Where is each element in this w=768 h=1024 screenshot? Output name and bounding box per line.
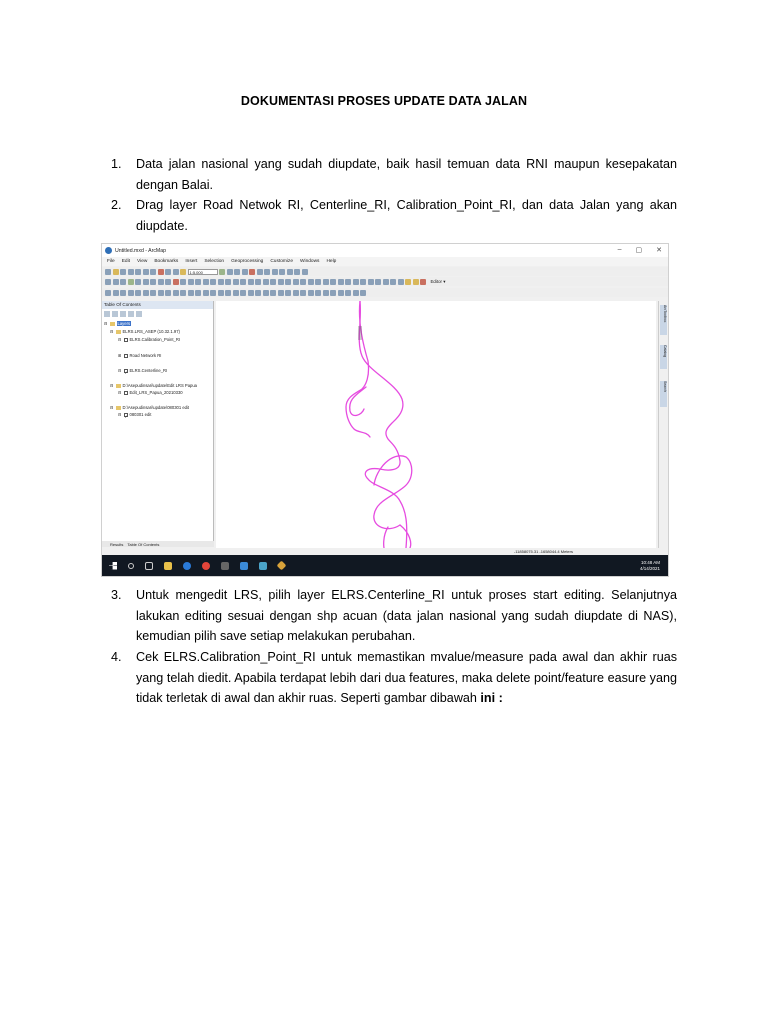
tool-icon[interactable] xyxy=(233,279,239,285)
tool-icon[interactable] xyxy=(248,279,254,285)
tool-icon[interactable] xyxy=(248,290,254,296)
list-by-drawing-order-icon[interactable] xyxy=(104,311,110,317)
tool-icon[interactable] xyxy=(188,290,194,296)
menu-bar xyxy=(102,257,668,266)
toc-layers-root[interactable] xyxy=(104,321,131,326)
window-controls xyxy=(618,246,662,254)
terminal-icon[interactable] xyxy=(221,562,229,570)
windows-start-icon[interactable] xyxy=(109,562,117,570)
maximize-button[interactable]: ▢ xyxy=(635,247,643,254)
menu-edit[interactable]: Edit xyxy=(121,259,131,264)
status-bar xyxy=(102,548,668,555)
python-icon[interactable] xyxy=(257,269,263,275)
toc-row-edit-lrs-papua[interactable] xyxy=(118,390,183,395)
toc-row-folder-080301[interactable] xyxy=(110,405,189,410)
collapse-icon[interactable]: ⊟ xyxy=(110,329,114,334)
zoom-out-icon[interactable] xyxy=(113,279,119,285)
tool-icon[interactable] xyxy=(315,279,321,285)
tool-icon[interactable] xyxy=(390,279,396,285)
full-extent-icon[interactable] xyxy=(128,279,134,285)
add-data-icon[interactable] xyxy=(180,269,186,275)
collapse-icon[interactable]: ⊟ xyxy=(118,390,122,395)
tool-icon[interactable] xyxy=(285,279,291,285)
copy-icon[interactable] xyxy=(143,269,149,275)
toc-row-label: Edit_LRS_Papua_20210330 xyxy=(129,390,183,395)
tool-icon[interactable] xyxy=(120,290,126,296)
toc-row-calibration-point[interactable] xyxy=(118,337,180,342)
toc-icon[interactable] xyxy=(227,269,233,275)
list-by-source-icon[interactable] xyxy=(112,311,118,317)
collapse-icon[interactable]: ⊞ xyxy=(118,353,122,358)
edge-icon[interactable] xyxy=(183,562,191,570)
minimize-button[interactable]: – xyxy=(617,246,622,253)
delete-icon[interactable] xyxy=(158,269,164,275)
window-title: Untitled.mxd - ArcMap xyxy=(115,247,167,254)
select-icon[interactable] xyxy=(158,279,164,285)
catalog-tab[interactable]: Catalog xyxy=(660,345,667,369)
arcmap-screenshot xyxy=(101,243,669,577)
layers-folder-icon xyxy=(110,322,115,326)
tool-icon[interactable] xyxy=(263,279,269,285)
road-line xyxy=(346,301,370,437)
tool-icon[interactable] xyxy=(413,279,419,285)
print-icon[interactable] xyxy=(128,269,134,275)
menu-view[interactable]: View xyxy=(137,259,148,264)
tool-icon[interactable] xyxy=(240,279,246,285)
list-item xyxy=(111,154,677,196)
menu-file[interactable]: File xyxy=(107,259,115,264)
tool-icon[interactable] xyxy=(225,290,231,296)
tool-icon[interactable] xyxy=(293,279,299,285)
toc-row-label: ELRS.Calibration_Point_RI xyxy=(129,337,181,342)
open-icon[interactable] xyxy=(113,269,119,275)
tool-icon[interactable] xyxy=(300,290,306,296)
search-icon[interactable] xyxy=(242,269,248,275)
windows-taskbar xyxy=(102,555,668,576)
tool-icon[interactable] xyxy=(375,279,381,285)
tool-icon[interactable] xyxy=(165,290,171,296)
tool-icon[interactable] xyxy=(113,290,119,296)
road-map xyxy=(216,301,656,548)
tool-icon[interactable] xyxy=(150,290,156,296)
toc-row-label: D:\Asepudinsari\update\Edit LRS Papua xyxy=(122,383,198,388)
search-tab[interactable]: Search xyxy=(660,381,667,407)
visibility-checkbox[interactable]: ✓ xyxy=(124,369,129,375)
tool-icon[interactable] xyxy=(255,279,261,285)
tool-icon[interactable] xyxy=(353,279,359,285)
map-canvas[interactable] xyxy=(216,301,656,548)
tool-icon[interactable] xyxy=(315,290,321,296)
tool-icon[interactable] xyxy=(210,290,216,296)
forward-icon[interactable] xyxy=(150,279,156,285)
list-text: Drag layer Road Netwok RI, Centerline_RI, Calibration_Point_RI, dan data Jalan yang akan diupdate. xyxy=(136,198,677,233)
tab-table-of-contents[interactable]: Table Of Contents xyxy=(127,541,160,547)
toc-row-centerline[interactable] xyxy=(118,368,167,373)
list-text: Data jalan nasional yang sudah diupdate, baik hasil temuan data RNI maupun kesepakatan dengan Balai. xyxy=(136,157,677,192)
list-by-selection-icon[interactable] xyxy=(128,311,134,317)
tool-icon[interactable] xyxy=(255,290,261,296)
tool-icon[interactable] xyxy=(285,290,291,296)
coordinate-readout: -11858075.31 -1658044.4 Meters xyxy=(513,549,573,554)
tool-icon[interactable] xyxy=(345,290,351,296)
toc-row-label: 080301 edit xyxy=(129,412,152,417)
collapse-icon[interactable]: ⊟ xyxy=(118,337,122,342)
tool-icon[interactable] xyxy=(338,290,344,296)
tool-icon[interactable] xyxy=(294,269,300,275)
visibility-checkbox[interactable]: ✓ xyxy=(124,413,129,419)
pan-icon[interactable] xyxy=(120,279,126,285)
table-of-contents xyxy=(102,301,214,541)
tool-icon[interactable] xyxy=(353,290,359,296)
tool-icon[interactable] xyxy=(128,290,134,296)
list-item xyxy=(111,647,677,731)
tool-icon[interactable] xyxy=(218,290,224,296)
tool-icon[interactable] xyxy=(263,290,269,296)
menu-bookmarks[interactable]: Bookmarks xyxy=(154,259,179,264)
undo-icon[interactable] xyxy=(165,269,171,275)
tool-icon[interactable] xyxy=(233,290,239,296)
layers-label: Layers xyxy=(117,321,131,326)
app-icon[interactable] xyxy=(277,561,287,571)
pointer-icon[interactable] xyxy=(165,279,171,285)
menu-insert[interactable]: Insert xyxy=(185,259,198,264)
tool-icon[interactable] xyxy=(210,279,216,285)
toc-toolbar xyxy=(102,309,213,318)
tool-icon[interactable] xyxy=(338,279,344,285)
close-button[interactable]: ✕ xyxy=(656,247,662,254)
arcmap-icon xyxy=(105,247,112,254)
list-by-visibility-icon[interactable] xyxy=(120,311,126,317)
save-icon[interactable] xyxy=(120,269,126,275)
search-icon[interactable] xyxy=(128,563,134,569)
menu-selection[interactable]: Selection xyxy=(204,259,225,264)
toc-row-label: D:\Asepudinsari\update\080301 edit xyxy=(122,405,190,410)
tool-icon[interactable] xyxy=(270,290,276,296)
side-dock xyxy=(658,301,668,548)
tool-icon[interactable] xyxy=(360,279,366,285)
toc-row-road-network[interactable] xyxy=(118,353,161,358)
task-view-icon[interactable] xyxy=(145,562,153,570)
arcmap-taskbar-icon[interactable] xyxy=(240,562,248,570)
fixed-zoom-icon[interactable] xyxy=(135,279,141,285)
identify-icon[interactable] xyxy=(173,279,179,285)
tab-results[interactable]: Results xyxy=(110,541,124,547)
paste-icon[interactable] xyxy=(150,269,156,275)
tool-icon[interactable] xyxy=(420,279,426,285)
collapse-icon[interactable]: ⊟ xyxy=(118,368,122,373)
tool-icon[interactable] xyxy=(368,279,374,285)
tool-icon[interactable] xyxy=(330,290,336,296)
menu-geoprocessing[interactable]: Geoprocessing xyxy=(231,259,264,264)
tool-icon[interactable] xyxy=(180,290,186,296)
tool-icon[interactable] xyxy=(195,290,201,296)
cut-icon[interactable] xyxy=(135,269,141,275)
tray-date: 4/14/2021 xyxy=(639,565,660,571)
measure-icon[interactable] xyxy=(188,279,194,285)
toc-row-folder-edit-lrs[interactable] xyxy=(110,383,197,388)
folder-icon xyxy=(116,406,121,410)
folder-icon xyxy=(116,384,121,388)
tool-icon[interactable] xyxy=(105,290,111,296)
menu-help[interactable]: Help xyxy=(326,259,337,264)
tool-icon[interactable] xyxy=(287,269,293,275)
modelbuilder-icon[interactable] xyxy=(264,269,270,275)
list-item xyxy=(111,585,677,648)
drawing-toolbar xyxy=(102,288,668,297)
tool-icon[interactable] xyxy=(302,269,308,275)
tool-icon[interactable] xyxy=(308,279,314,285)
list-text-tail: ini : xyxy=(480,691,503,705)
editor-toolbar-icon[interactable] xyxy=(219,269,225,275)
back-icon[interactable] xyxy=(143,279,149,285)
list-number: 2. xyxy=(111,198,122,212)
tool-icon[interactable] xyxy=(279,269,285,275)
tool-icon[interactable] xyxy=(240,290,246,296)
find-icon[interactable] xyxy=(180,279,186,285)
tool-icon[interactable] xyxy=(323,279,329,285)
scale-select[interactable]: 1:5.000 xyxy=(188,269,218,275)
toc-row-label: Road Network RI xyxy=(129,353,162,358)
hyperlink-icon[interactable] xyxy=(195,279,201,285)
file-explorer-icon[interactable] xyxy=(164,562,172,570)
collapse-icon[interactable]: ⊟ xyxy=(110,405,114,410)
tool-icon[interactable] xyxy=(398,279,404,285)
list-text-body: Cek ELRS.Calibration_Point_RI untuk memastikan mvalue/measure pada awal dan akhir ruas yang telah diedit. Apabila terdapat lebih dari dua features, maka delete point/feature easure yang tidak terletak di awal dan akhir ruas. Seperti gambar dibawah xyxy=(136,650,677,705)
calibration-points xyxy=(358,327,362,339)
tool-icon[interactable] xyxy=(278,290,284,296)
zoom-in-icon[interactable] xyxy=(105,279,111,285)
toc-row-080301-edit[interactable] xyxy=(118,412,151,417)
visibility-checkbox[interactable] xyxy=(124,354,128,358)
tool-icon[interactable] xyxy=(203,279,209,285)
tray-time: 10:48 AM xyxy=(640,560,660,565)
tool-icon[interactable] xyxy=(360,290,366,296)
toc-row-lrs-asep[interactable] xyxy=(110,329,180,334)
visibility-checkbox[interactable] xyxy=(124,338,128,342)
tool-icon[interactable] xyxy=(308,290,314,296)
list-number: 3. xyxy=(111,588,122,602)
road-line xyxy=(359,301,406,548)
new-icon[interactable] xyxy=(105,269,111,275)
arctoolbox-tab[interactable]: ArcToolbox xyxy=(660,305,667,335)
toc-tab-strip xyxy=(102,541,214,547)
tool-icon[interactable] xyxy=(323,290,329,296)
arctoolbox-icon[interactable] xyxy=(249,269,255,275)
catalog-icon[interactable] xyxy=(234,269,240,275)
tool-icon[interactable] xyxy=(383,279,389,285)
tool-icon[interactable] xyxy=(293,290,299,296)
collapse-icon[interactable]: ⊟ xyxy=(104,321,108,326)
toc-row-label: ELRS.Centerline_RI xyxy=(129,368,168,373)
tool-icon[interactable] xyxy=(173,290,179,296)
list-number: 4. xyxy=(111,650,122,664)
editor-menu[interactable]: Editor ▾ xyxy=(430,278,446,284)
tool-icon[interactable] xyxy=(203,290,209,296)
arccatalog-icon[interactable] xyxy=(259,562,267,570)
tool-icon[interactable] xyxy=(278,279,284,285)
toc-row-label: ELRS.LRS_ASEP (10.32.1.97) xyxy=(122,329,180,334)
collapse-icon[interactable]: ⊟ xyxy=(118,412,122,417)
tool-icon[interactable] xyxy=(270,279,276,285)
visibility-checkbox[interactable] xyxy=(124,391,128,395)
list-text: Untuk mengedit LRS, pilih layer ELRS.Centerline_RI untuk proses start editing. Selanjutnya lakukan editing sesuai dengan shp acuan (data jalan nasional yang sudah diupdate di NAS), kemudian pilih save setiap melakukan perubahan. xyxy=(136,588,677,643)
tool-icon[interactable] xyxy=(218,279,224,285)
tool-icon[interactable] xyxy=(272,269,278,275)
tool-icon[interactable] xyxy=(143,290,149,296)
list-text xyxy=(136,647,677,709)
toc-header: Table Of Contents xyxy=(102,301,213,309)
tool-icon[interactable] xyxy=(225,279,231,285)
tool-icon[interactable] xyxy=(330,279,336,285)
tool-icon[interactable] xyxy=(405,279,411,285)
chrome-icon[interactable] xyxy=(202,562,210,570)
list-number: 1. xyxy=(111,157,122,171)
menu-windows[interactable]: Windows xyxy=(300,259,320,264)
options-icon[interactable] xyxy=(136,311,142,317)
document-title: DOKUMENTASI PROSES UPDATE DATA JALAN xyxy=(240,94,528,108)
tools-toolbar xyxy=(102,277,668,286)
list-item xyxy=(111,195,677,237)
menu-customize[interactable]: Customize xyxy=(270,259,293,264)
tool-icon[interactable] xyxy=(300,279,306,285)
window-title-bar xyxy=(102,244,668,257)
system-tray xyxy=(640,560,660,571)
redo-icon[interactable] xyxy=(173,269,179,275)
collapse-icon[interactable]: ⊟ xyxy=(110,383,114,388)
tool-icon[interactable] xyxy=(135,290,141,296)
database-icon xyxy=(116,330,121,334)
tool-icon[interactable] xyxy=(345,279,351,285)
standard-toolbar xyxy=(102,267,668,276)
tool-icon[interactable] xyxy=(158,290,164,296)
